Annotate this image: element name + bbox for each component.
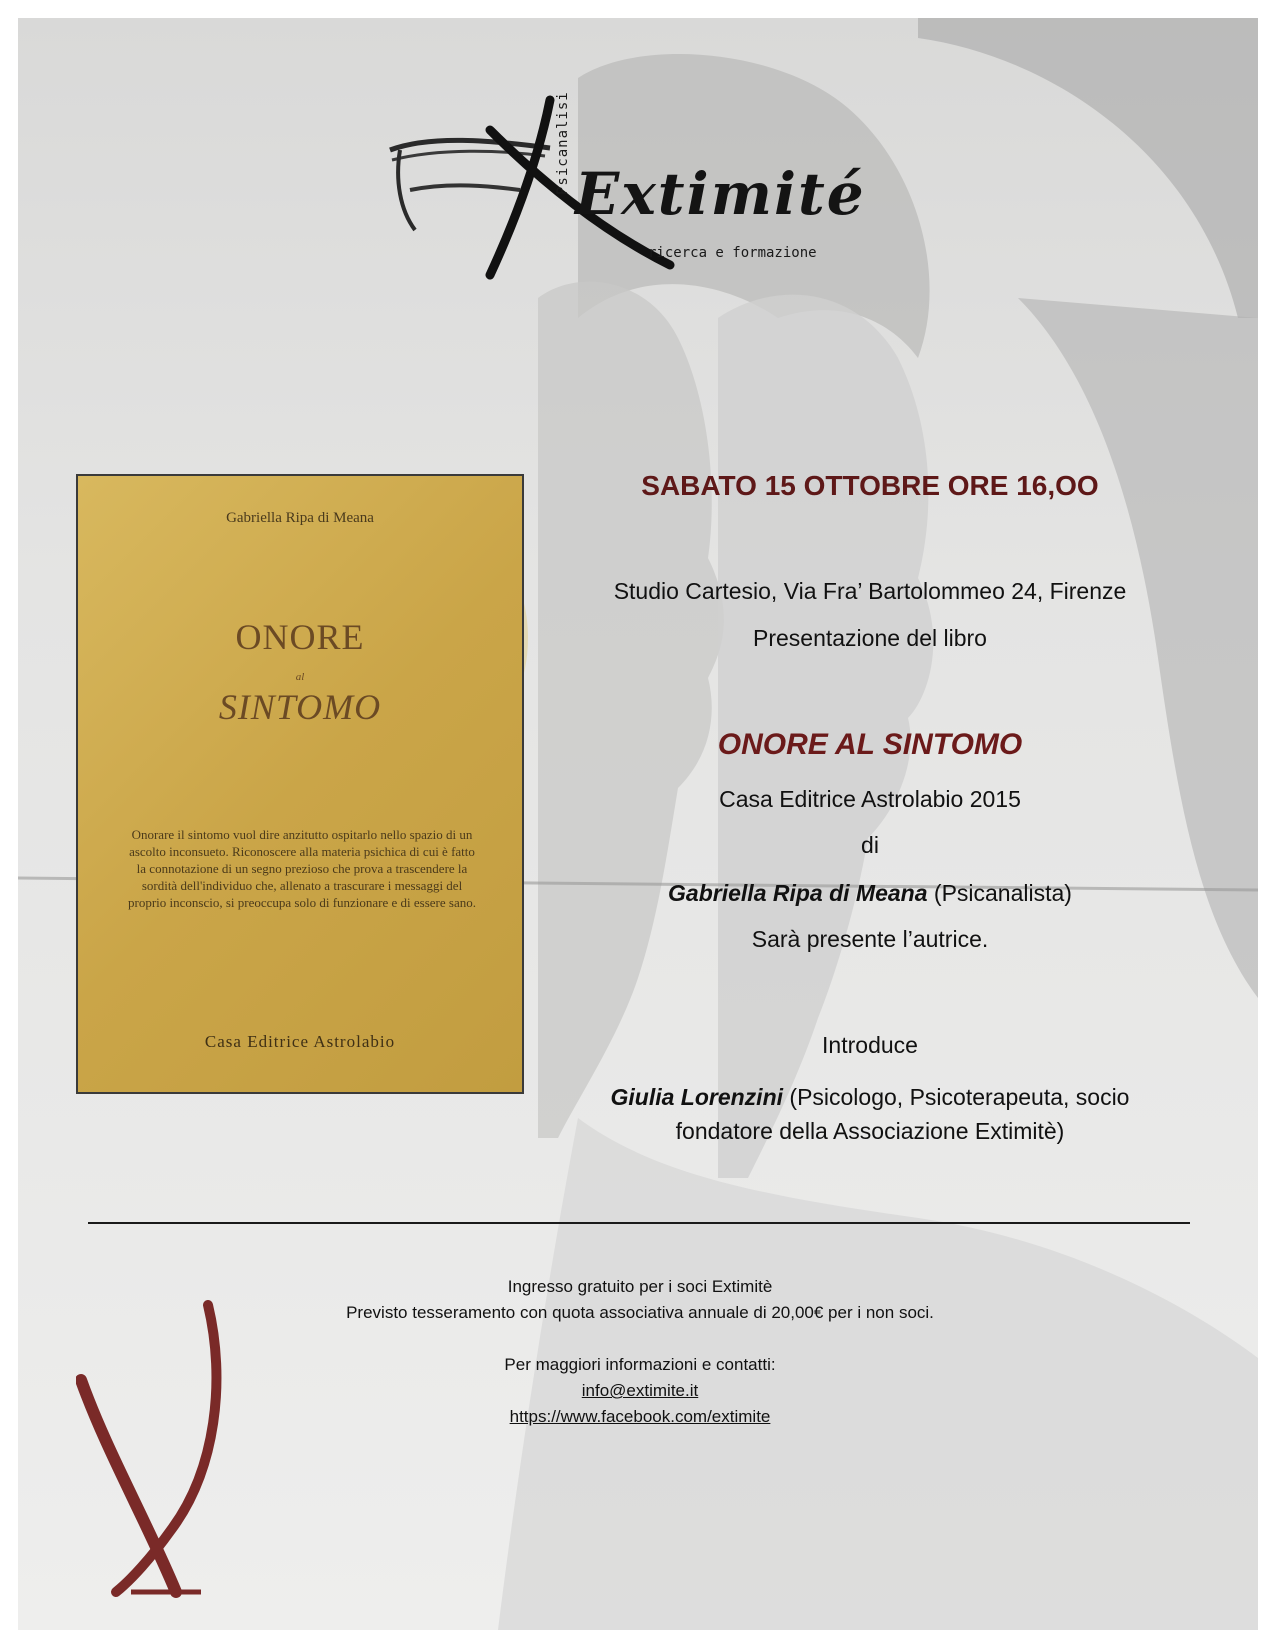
extimite-logo [370, 90, 900, 300]
footer-info [240, 1274, 1040, 1430]
event-introducer-name: Giulia Lorenzini [610, 1084, 784, 1110]
event-introduce-label: Introduce [822, 1032, 918, 1058]
footer-facebook-link[interactable]: https://www.facebook.com/extimite [509, 1407, 771, 1426]
event-introducer-role: (Psicologo, Psicoterapeuta, socio fondatore della Associazione Extimitè) [675, 1084, 1130, 1144]
book-cover-publisher: Casa Editrice Astrolabio [204, 1032, 396, 1051]
book-cover-author: Gabriella Ripa di Meana [226, 510, 374, 526]
footer-free-entry: Ingresso gratuito per i soci Extimitè [507, 1277, 773, 1296]
event-author-name: Gabriella Ripa di Meana [668, 880, 928, 906]
footer-email-link[interactable]: info@extimite.it [581, 1381, 699, 1400]
book-cover-title-line2: SINTOMO [218, 687, 382, 727]
event-presentation-label: Presentazione del libro [753, 625, 987, 651]
logo-subtitle: ricerca e formazione [648, 245, 817, 261]
logo-vertical-text: Psicanalisi [555, 91, 571, 195]
event-author-role: (Psicanalista) [927, 880, 1072, 906]
book-cover-title-line1: ONORE [235, 617, 365, 657]
section-divider [88, 1222, 1190, 1224]
footer-info-label: Per maggiori informazioni e contatti: [504, 1355, 776, 1374]
book-cover [76, 474, 524, 1094]
event-by: di [861, 832, 879, 858]
logo-wordmark: Extimité [575, 160, 866, 228]
x-brush-mark-icon [76, 1300, 226, 1600]
event-publisher-year: Casa Editrice Astrolabio 2015 [719, 786, 1021, 812]
event-introducer-line [560, 1080, 1180, 1148]
footer-membership: Previsto tesseramento con quota associativa annuale di 20,00€ per i non soci. [346, 1303, 934, 1322]
book-cover-title-small: al [295, 671, 305, 683]
book-cover-blurb: Onorare il sintomo vuol dire anzitutto ospitarlo nello spazio di un ascolto inconsueto. Riconoscere alla materia psichica di cui è fatto la connotazione di un segno prezioso che prova a trascendere la sordità dell'individuo che, allenato a trascurare i messaggi del proprio inconscio, si preoccupa solo di funzionare e di essere sano. [127, 827, 476, 910]
event-venue: Studio Cartesio, Via Fra’ Bartolommeo 24, Firenze [613, 578, 1127, 604]
event-book-title: ONORE AL SINTOMO [717, 728, 1023, 761]
event-author-line [560, 880, 1180, 907]
event-date-time: SABATO 15 OTTOBRE ORE 16,OO [641, 470, 1099, 501]
event-presence-note: Sarà presente l’autrice. [751, 926, 989, 952]
